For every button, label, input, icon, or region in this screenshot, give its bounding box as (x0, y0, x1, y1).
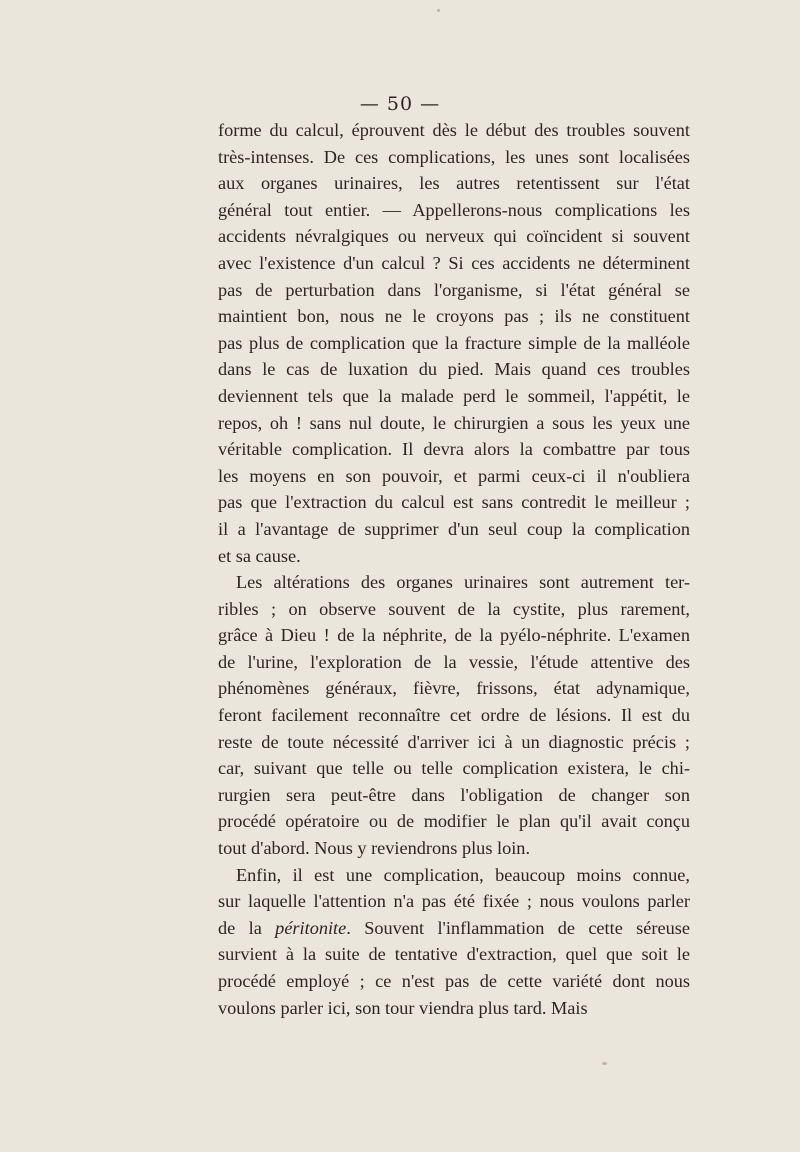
text-line: pas que l'extraction du calcul est sans contredit le meilleur ; (218, 492, 690, 513)
text-line: reste de toute nécessité d'arriver ici à un diagnostic précis ; (218, 731, 690, 752)
text-segment: . Souvent l'inflammation de cette séreuse (346, 917, 690, 938)
text-line: tout d'abord. Nous y reviendrons plus loin. (218, 838, 531, 859)
text-line: général tout entier. — Appellerons-nous complications les (218, 199, 690, 220)
text-line: feront facilement reconnaître cet ordre de lésions. Il est du (218, 705, 690, 726)
page-number: — 50 — (359, 93, 441, 115)
italic-term: péritonite (275, 917, 347, 938)
text-line: pas de perturbation dans l'organisme, si l'état général se (218, 279, 690, 300)
text-line: de l'urine, l'exploration de la vessie, l'étude attentive des (218, 651, 690, 672)
text-line: pas plus de complication que la fracture simple de la malléole (218, 332, 690, 353)
text-line: très-intenses. De ces complications, les unes sont localisées (218, 146, 690, 167)
text-line: et sa cause. (218, 545, 301, 566)
text-line: accidents névralgiques ou nerveux qui coïncident si souvent (218, 226, 690, 247)
paragraph (218, 862, 690, 1022)
paper-speck (437, 9, 440, 12)
paragraph (218, 117, 690, 569)
paragraph (218, 569, 690, 862)
text-line: Les altérations des organes urinaires sont autrement ter- (236, 572, 690, 593)
text-line: procédé employé ; ce n'est pas de cette variété dont nous (218, 971, 690, 991)
text-line-with-italic (218, 915, 690, 942)
text-line: véritable complication. Il devra alors la combattre par tous (218, 439, 690, 460)
text-line: repos, oh ! sans nul doute, le chirurgien a sous les yeux une (218, 412, 690, 433)
text-line: maintient bon, nous ne le croyons pas ; ils ne constituent (218, 306, 690, 327)
paper-speck (602, 1062, 607, 1065)
text-line: dans le cas de luxation du pied. Mais quand ces troubles (218, 359, 690, 380)
text-line: aux organes urinaires, les autres retentissent sur l'état (218, 173, 690, 194)
text-line: deviennent tels que la malade perd le sommeil, l'appétit, le (218, 385, 690, 406)
text-line: voulons parler ici, son tour viendra plus tard. Mais (218, 997, 588, 1018)
text-line: grâce à Dieu ! de la néphrite, de la pyélo-néphrite. L'examen (218, 625, 690, 646)
text-line: ribles ; on observe souvent de la cystite, plus rarement, (218, 598, 690, 619)
text-segment: de la (218, 917, 276, 938)
text-line: forme du calcul, éprouvent dès le début des troubles souvent (218, 120, 690, 140)
text-line: sur laquelle l'attention n'a pas été fixée ; nous voulons parler (218, 891, 690, 912)
text-line: Enfin, il est une complication, beaucoup moins connue, (236, 864, 690, 885)
text-line: rurgien sera peut-être dans l'obligation de changer son (218, 784, 690, 805)
text-line: les moyens en son pouvoir, et parmi ceux-ci il n'oubliera (218, 465, 690, 486)
text-line: procédé opératoire ou de modifier le plan qu'il avait conçu (218, 811, 690, 832)
page-body (218, 117, 690, 1021)
text-line: avec l'existence d'un calcul ? Si ces accidents ne déterminent (218, 252, 690, 273)
text-line: il a l'avantage de supprimer d'un seul coup la complication (218, 518, 690, 539)
text-line: phénomènes généraux, fièvre, frissons, état adynamique, (218, 678, 690, 699)
text-line: survient à la suite de tentative d'extraction, quel que soit le (218, 944, 690, 965)
text-line: car, suivant que telle ou telle complication existera, le chi- (218, 758, 690, 779)
